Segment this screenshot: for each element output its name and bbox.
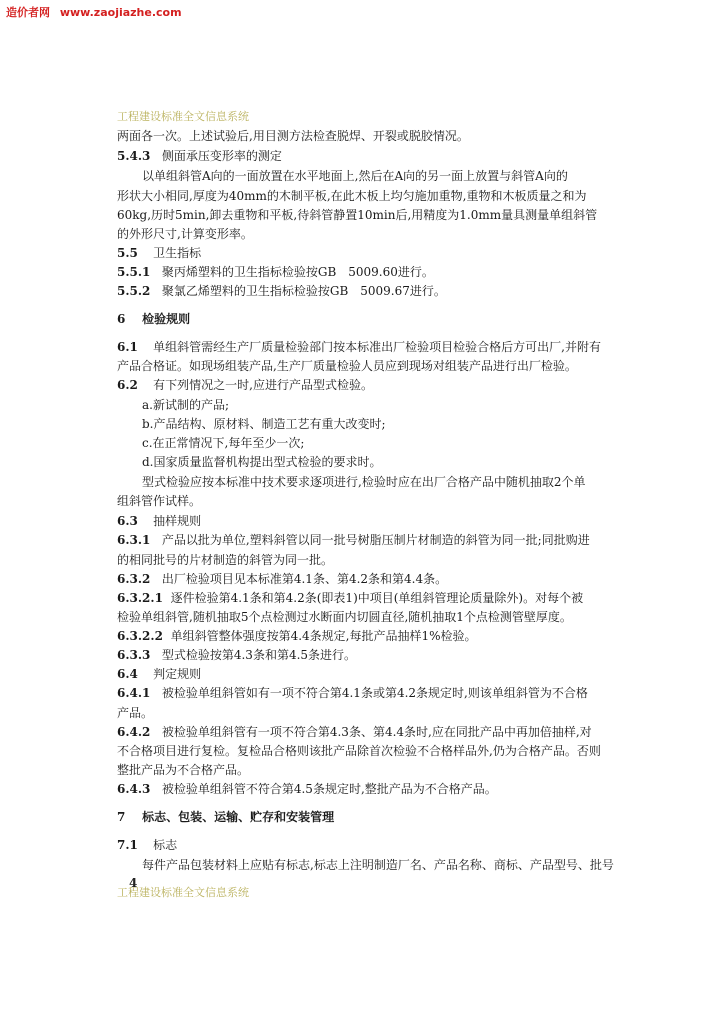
- clause-line: 6.4.3 被检验单组斜管不符合第4.5条规定时,整批产品为不合格产品。: [117, 782, 497, 796]
- list-item: b.产品结构、原材料、制造工艺有重大改变时;: [142, 417, 386, 431]
- list-item: d.国家质量监督机构提出型式检验的要求时。: [142, 455, 382, 469]
- text-line: 不合格项目进行复检。复检品合格则该批产品除首次检验不合格样品外,仍为合格产品。否则: [117, 744, 601, 758]
- clause-line: 5.5.2 聚氯乙烯塑料的卫生指标检验按GB 5009.67进行。: [117, 284, 446, 298]
- page-number: 4: [129, 876, 138, 890]
- text-line: 型式检验应按本标准中技术要求逐项进行,检验时应在出厂合格产品中随机抽取2个单: [142, 475, 586, 489]
- text-line: 整批产品为不合格产品。: [117, 763, 250, 777]
- chapter-heading: 6 检验规则: [117, 312, 191, 326]
- section-heading: 6.4 判定规则: [117, 667, 202, 681]
- watermark-top: 工程建设标准全文信息系统: [117, 110, 249, 123]
- clause-line: 6.3.2.1 逐件检验第4.1条和第4.2条(即表1)中项目(单组斜管理论质量除外)。对每个被: [117, 591, 584, 605]
- clause-line: 6.4.1 被检验单组斜管如有一项不符合第4.1条或第4.2条规定时,则该单组斜管为不合格: [117, 686, 588, 700]
- section-heading: 6.3 抽样规则: [117, 514, 202, 528]
- clause-line: 6.3.2 出厂检验项目见本标准第4.1条、第4.2条和第4.4条。: [117, 572, 448, 586]
- site-url[interactable]: www.zaojiazhe.com: [59, 6, 182, 19]
- chapter-heading: 7 标志、包装、运输、贮存和安装管理: [117, 810, 335, 824]
- list-item: a.新试制的产品;: [142, 398, 230, 412]
- clause-line: 6.3.3 型式检验按第4.3条和第4.5条进行。: [117, 648, 357, 662]
- text-line: 60kg,历时5min,卸去重物和平板,待斜管静置10min后,用精度为1.0mm量具测量单组斜管: [117, 208, 598, 222]
- section-heading: 5.5 卫生指标: [117, 246, 202, 260]
- text-line: 每件产品包装材料上应贴有标志,标志上注明制造厂名、产品名称、商标、产品型号、批号: [142, 858, 614, 872]
- clause-line: 6.1 单组斜管需经生产厂质量检验部门按本标准出厂检验项目检验合格后方可出厂,并附有: [117, 340, 601, 354]
- text-line: 产品。: [117, 706, 154, 720]
- site-header: [6, 4, 182, 20]
- clause-line: 6.3.2.2 单组斜管整体强度按第4.4条规定,每批产品抽样1%检验。: [117, 629, 477, 643]
- text-line: 检验单组斜管,随机抽取5个点检测过水断面内切圆直径,随机抽取1个点检测管壁厚度。: [117, 610, 572, 624]
- text-line: 以单组斜管A向的一面放置在水平地面上,然后在A向的另一面上放置与斜管A向的: [142, 169, 568, 183]
- site-name: 造价者网: [6, 6, 50, 19]
- text-line: 组斜管作试样。: [117, 494, 202, 508]
- text-line: 的相同批号的片材制造的斜管为同一批。: [117, 553, 334, 567]
- clause-line: 5.5.1 聚丙烯塑料的卫生指标检验按GB 5009.60进行。: [117, 265, 434, 279]
- watermark-bottom: 工程建设标准全文信息系统: [117, 886, 249, 899]
- clause-line: 6.3.1 产品以批为单位,塑料斜管以同一批号树脂压制片材制造的斜管为同一批;同批购进: [117, 533, 590, 547]
- text-line: 两面各一次。上述试验后,用目测方法检查脱焊、开裂或脱胶情况。: [117, 129, 469, 143]
- clause-line: 6.2 有下列情况之一时,应进行产品型式检验。: [117, 378, 373, 392]
- section-heading: 7.1 标志: [117, 838, 178, 852]
- clause-line: 6.4.2 被检验单组斜管有一项不符合第4.3条、第4.4条时,应在同批产品中再加倍抽样,对: [117, 725, 592, 739]
- text-line: 形状大小相同,厚度为40mm的木制平板,在此木板上均匀施加重物,重物和木板质量之和为: [117, 189, 587, 203]
- text-line: 产品合格证。如现场组装产品,生产厂质量检验人员应到现场对组装产品进行出厂检验。: [117, 359, 577, 373]
- list-item: c.在正常情况下,每年至少一次;: [142, 436, 305, 450]
- text-line: 的外形尺寸,计算变形率。: [117, 227, 253, 241]
- section-heading: 5.4.3 侧面承压变形率的测定: [117, 149, 282, 163]
